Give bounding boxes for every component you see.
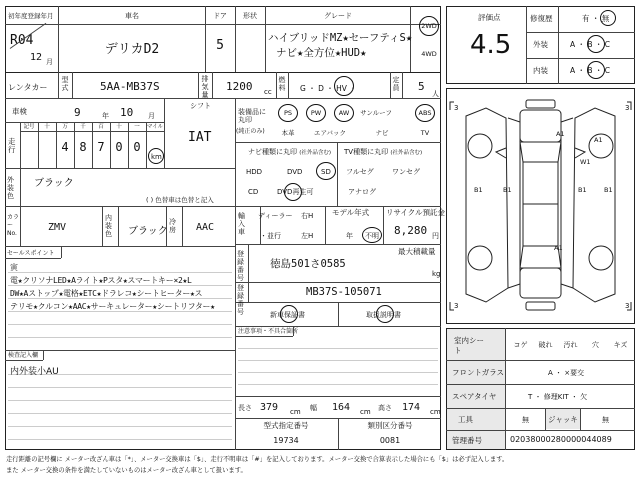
class-no-label: 類別区分番号 [367,421,413,430]
ruled-line [238,384,438,385]
equipment-item: AW [338,109,350,117]
unknown: 不明 [365,232,379,240]
interior-color-label: 内装色 [105,214,112,238]
length-label: 長さ [238,404,252,412]
tv-full: フルセグ [346,168,374,176]
damage-mark: A1 [554,244,563,252]
color-note: ( ) 色替車は色替と記入 [146,196,214,204]
shift-value: IAT [188,130,212,145]
mileage-col-label: 千 [80,124,86,130]
seat-item: 破れ [538,341,553,349]
divider [235,244,441,245]
divider [72,72,73,98]
recycle-label: リサイクル預託金 [386,208,445,217]
equipment-item: TV [420,129,430,137]
interior-color: ブラック [128,226,168,237]
tv-label-text: TV種類に丸印 [344,148,389,156]
navi-dvd-play: DVD再生可 [277,188,314,196]
reg-no: 徳島501さ0585 [270,258,346,270]
mileage-col-label: 万 [62,124,68,130]
divider [5,258,61,259]
navi-sd: SD [321,168,331,176]
tv-label [344,148,422,157]
inspector-label: 検査記入欄 [8,352,39,359]
ruled-line [238,348,438,349]
type-no: 19734 [273,436,299,445]
chassis-label: 登録番号 [237,284,244,316]
sales-point-label: セールスポイント [7,250,55,257]
repair-label: 修復歴 [530,14,553,23]
sales-point-line: テリモ★クルコン★AAC★サーキュレーター★シートリフター★ [10,302,215,311]
damage-mark: A1 [556,130,565,138]
inspection-year: 9 [74,106,81,119]
equipment-sub: (純正のみ) [236,128,265,135]
fuel-hv-circle [334,76,354,96]
color-value: ブラック [34,178,74,189]
diagram-number: 3 [625,302,630,310]
ruled-line [8,400,232,401]
divider [5,246,235,247]
height: 174 [402,402,421,413]
jack-value: 無 [602,416,609,424]
equipment-item: PS [283,109,293,117]
divider [118,206,119,246]
equipment-item: ABS [418,109,432,117]
repair-options: 有 ・ 無 [582,14,610,23]
shift-label: シフト [190,102,211,110]
tv-sub: (社外品含む) [390,150,423,156]
person-unit: 人 [432,90,439,98]
navi-cd: CD [248,188,259,196]
divider [164,98,165,168]
mileage-label: 走行 [8,137,16,154]
divider [5,98,441,99]
length: 379 [260,402,279,413]
mileage-col-label: 一 [134,124,140,130]
repair-none-circle [600,10,616,26]
divider [235,326,441,327]
exterior-label: 外装 [533,40,548,49]
reg-no-label: 登録番号 [237,250,244,282]
car-name: デリカD2 [104,42,160,57]
divider [288,72,289,98]
navi-label-text: ナビ種類に丸印 [248,148,297,156]
model-year-label: モデル年式 [332,208,370,217]
mgmt-label: 管理番号 [452,436,482,445]
manual: 取扱説明書 [366,311,401,319]
capacity: 5 [418,80,425,93]
height-label: 高さ [378,404,392,412]
divider [5,350,235,351]
seat-item: 穴 [592,341,599,349]
seat-label: 室内シート [454,336,484,355]
class-no: 0081 [379,436,401,445]
divider [43,350,44,360]
tv-one: ワンセグ [392,168,420,176]
divider [182,206,183,246]
score-label: 評価点 [478,13,501,22]
left-handle: 左H [301,232,314,240]
right-handle: 右H [301,212,314,220]
interior-circle [587,61,605,79]
divider [212,72,213,98]
tv-analog: アナログ [348,188,376,196]
grade-line1: ハイブリッドMZ★セーフティS★ [268,32,413,44]
diagram-number: 3 [454,302,459,310]
width-unit: cm [360,408,371,416]
divider [58,6,59,72]
divider [5,24,441,25]
interior-grades: A ・ B ・ C [570,66,611,75]
cc-unit: cc [264,88,272,96]
rental: レンタカー [8,83,48,92]
navi-dvd: DVD [287,168,303,176]
divider [446,430,635,431]
divider [5,360,43,361]
divider [338,418,339,450]
divider [526,32,635,33]
mileage-col-label: 十 [44,124,50,130]
displacement: 1200 [226,80,253,93]
ruled-line [8,337,232,338]
divider [235,206,236,450]
parallel: ・並行 [260,232,281,240]
mileage-digit: 0 [133,140,141,154]
tool-value: 無 [522,416,529,424]
divider [446,408,635,409]
sales-point-line: 寅 [10,263,18,272]
divider [338,302,339,326]
ruled-line [8,413,232,414]
glass-label: フロントガラス [452,368,505,377]
divider [526,58,635,59]
mileage-col-label: マイル [146,124,164,130]
footer-line1: 走行距離の記号欄に メーター改ざん車は「*」、メーター交換車は「$」、走行不明車は「#」を記入しております。メーター交換で合算表示した場合にも「$」は必ず記入します。 [6,456,509,463]
divider [293,326,294,336]
divider [325,206,326,244]
jack-label: ジャッキ [548,415,578,424]
divider [505,328,506,450]
divider [235,142,441,143]
divider [446,360,635,361]
mileage-digit: 4 [61,140,69,154]
type-label: 型式 [61,76,69,92]
equipment-item: 本革 [281,129,295,137]
damage-mark: W1 [580,158,591,166]
width-label: 幅 [310,404,317,412]
mileage-digit: 0 [115,140,123,154]
inspection-month-unit: 月 [148,112,155,120]
exterior-circle [587,35,605,53]
mileage-col-label: 十 [116,124,122,130]
height-unit: cm [430,408,441,416]
mileage-col-label: 百 [98,124,104,130]
sales-point-line: DW★Aストップ★電格★ETC★ドラレコ★シートヒーター★ス [10,289,203,298]
ruled-line [8,426,232,427]
divider [248,244,249,302]
navi-sub: (社外品含む) [299,150,332,156]
seat-item: 汚れ [563,341,578,349]
divider [235,282,441,283]
divider [402,72,403,98]
drive-2wd: 2WD [421,22,437,30]
divider [61,246,62,258]
equipment-item: PW [310,109,322,117]
door-label: ドア [213,12,227,20]
color-code: ZMV [48,222,67,233]
yen: 円 [432,232,439,240]
mileage-digit: 7 [97,140,105,154]
displacement-label: 排気量 [201,75,209,99]
footer-line2: また メーター交換の条件を満たしていないものはメーター改ざん車として扱います。 [6,467,247,474]
inspection-year-unit: 年 [102,112,109,120]
divider [526,6,527,84]
divider [5,206,441,207]
notes-label: 注意事項・不具合箇所 [238,328,299,335]
divider [5,72,441,73]
divider [580,408,581,430]
diagram-number: 3 [625,104,630,112]
seat-item: コゲ [513,341,528,349]
exterior-grades: A ・ B ・ C [570,40,611,49]
ruled-line [8,298,232,299]
grade-label: グレード [324,12,352,20]
color-code-label: カラーNo. [7,214,20,237]
type-no-label: 型式指定番号 [263,421,309,430]
ruled-line [8,439,232,440]
equipment-item: サンルーフ [360,109,392,117]
equipment-label: 装備品に丸印 [238,108,266,124]
car-diagram [446,88,635,324]
divider [383,206,384,244]
navi-label [248,148,331,157]
ruled-line [8,285,232,286]
divider [337,142,338,206]
spare-value: T ・ 修理KIT ・ 欠 [528,393,588,401]
divider [235,396,441,397]
ruled-line [238,360,438,361]
reg-era: R04 [10,33,34,48]
recycle-amount: 8,280 [394,224,428,237]
km-unit: km [151,153,162,161]
fuel-label: 燃料 [278,76,286,92]
width: 164 [332,402,351,413]
ruled-line [8,387,232,388]
navi-hdd: HDD [246,168,263,176]
color-label: 外装色 [7,176,14,200]
reg-month: 12 [30,52,43,63]
score: 4.5 [470,30,512,60]
ac-value: AAC [196,222,215,233]
tool-label: 工具 [458,415,473,424]
dealer: ディーラー [258,212,293,220]
inspection-label: 車検 [12,107,27,116]
ruled-line [238,372,438,373]
shape-label: 形状 [243,12,257,20]
divider [20,206,21,246]
glass-value: A ・ ×要交 [548,369,585,377]
new-warranty: 新車保証書 [270,311,305,319]
divider [20,168,21,206]
divider [5,168,235,169]
ac-label: 冷房 [169,218,176,234]
mileage-col-label: 記号 [23,124,35,130]
import-label: 輸入車 [238,212,245,236]
divider [558,6,559,84]
damage-mark: B1 [474,186,483,194]
grade-line2: ナビ★全方位★HUD★ [276,47,367,59]
divider [446,384,635,385]
ruled-line [8,272,232,273]
inspector-text: 内外装小AU [10,367,59,377]
interior-label: 内装 [533,66,548,75]
divider [235,336,293,337]
equipment-item: ナビ [375,129,389,137]
diagram-number: 3 [454,104,459,112]
car-name-label: 車名 [125,12,139,20]
drive-4wd: 4WD [421,50,437,58]
damage-mark: B1 [578,186,587,194]
fuel-options: G ・ D ・ HV ・ [300,84,357,93]
inspection-month: 10 [120,106,134,119]
model-year-unit: 年 [346,232,353,240]
chassis: MB37S-105071 [306,286,382,298]
month-unit: 月 [46,58,53,66]
spare-label: スペアタイヤ [452,392,497,401]
doors: 5 [216,38,224,53]
reg-label: 初年度登録年月 [8,12,54,20]
capacity-label: 定員 [392,76,400,92]
ruled-line [8,324,232,325]
divider [102,206,103,246]
damage-mark: A1 [594,136,603,144]
kg-unit: kg [432,270,441,278]
mileage-digit: 8 [79,140,87,154]
divider [235,98,236,206]
damage-mark: B1 [604,186,613,194]
damage-mark: B1 [503,186,512,194]
mgmt-no: 02038000280000044089 [510,435,612,444]
model-code: 5AA-MB37S [100,80,160,93]
sales-point-line: 電★クリソナLED★Aライト★Pスタ★スマートキー×2★L [10,276,192,285]
seat-item: キズ [613,341,628,349]
length-unit: cm [290,408,301,416]
max-load-label: 最大積載量 [398,247,436,256]
ruled-line [8,311,232,312]
equipment-item: エアバック [314,129,346,137]
